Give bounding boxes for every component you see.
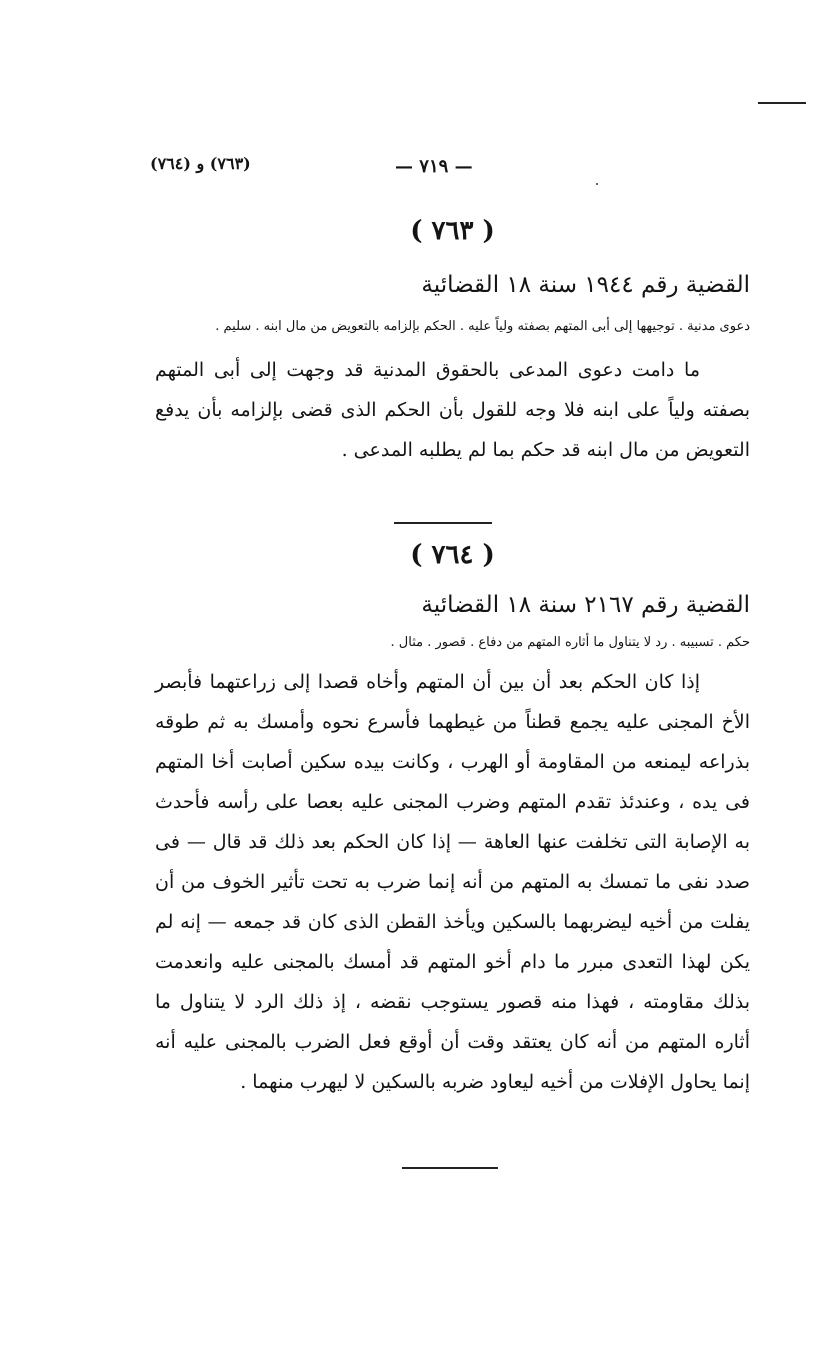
section-divider — [394, 522, 492, 524]
case-block — [155, 268, 750, 470]
case-summary: حكم . تسبيبه . رد لا يتناول ما أثاره المتهم من دفاع . قصور . مثال . — [390, 635, 750, 650]
case-reference: القضية رقم ١٩٤٤ سنة ١٨ القضائية — [421, 272, 750, 298]
case-reference: القضية رقم ٢١٦٧ سنة ١٨ القضائية — [421, 592, 750, 618]
page-header — [100, 150, 730, 180]
case-number: ( ٧٦٤ ) — [410, 540, 495, 570]
case-body: ما دامت دعوى المدعى بالحقوق المدنية قد وجهت إلى أبى المتهم بصفته ولياً على ابنه فلا وجه للقول بأن الحكم الذى قضى بإلزامه بأن يدفع التعويض من مال ابنه قد حكم بما لم يطلبه المدعى . — [155, 359, 750, 461]
page-edge-mark — [758, 102, 806, 104]
case-number: ( ٧٦٣ ) — [410, 216, 495, 246]
running-head: (٧٦٣) و (٧٦٤) — [150, 154, 251, 173]
case-summary: دعوى مدنية . توجيهها إلى أبى المتهم بصفته ولياً عليه . الحكم بإلزامه بالتعويض من مال ابنه . سليم . — [215, 319, 750, 334]
speck — [596, 183, 598, 185]
page-number: — ٧١٩ — — [395, 156, 473, 177]
end-divider — [402, 1167, 498, 1169]
case-block — [155, 588, 750, 1102]
case-body: إذا كان الحكم بعد أن بين أن المتهم وأخاه قصدا إلى زراعتهما فأبصر الأخ المجنى عليه يجمع قطناً من غيطهما فأسرع نحوه وأمسك به ثم طوقه بذراعه ليمنعه من المقاومة أو الهرب ، وكانت بيده سكين أصابت أخا المتهم فى يده ، وعندئذ تقدم المتهم وضرب المجنى عليه بعصا على رأسه فأحدث به الإصابة التى تخلفت عنها العاهة — إذا كان الحكم بعد ذلك قد قال — فى صدد نفى ما تمسك به المتهم من أنه إنما ضرب به تحت تأثير الخوف من أن يفلت من أخيه ليضربهما بالسكين ويأخذ القطن الذى كان قد جمعه — إنه لم يكن لهذا التعدى مبرر ما دام أخو المتهم قد أمسك بالمجنى عليه وانعدمت بذلك مقاومته ، فهذا منه قصور يستوجب نقضه ، إذ ذلك الرد لا يتناول ما أثاره المتهم من أنه كان يعتقد وقت أن أوقع فعل الضرب بالمجنى عليه أنه إنما يحاول الإفلات من أخيه ليعاود ضربه بالسكين لا ليهرب منهما . — [155, 671, 750, 1093]
